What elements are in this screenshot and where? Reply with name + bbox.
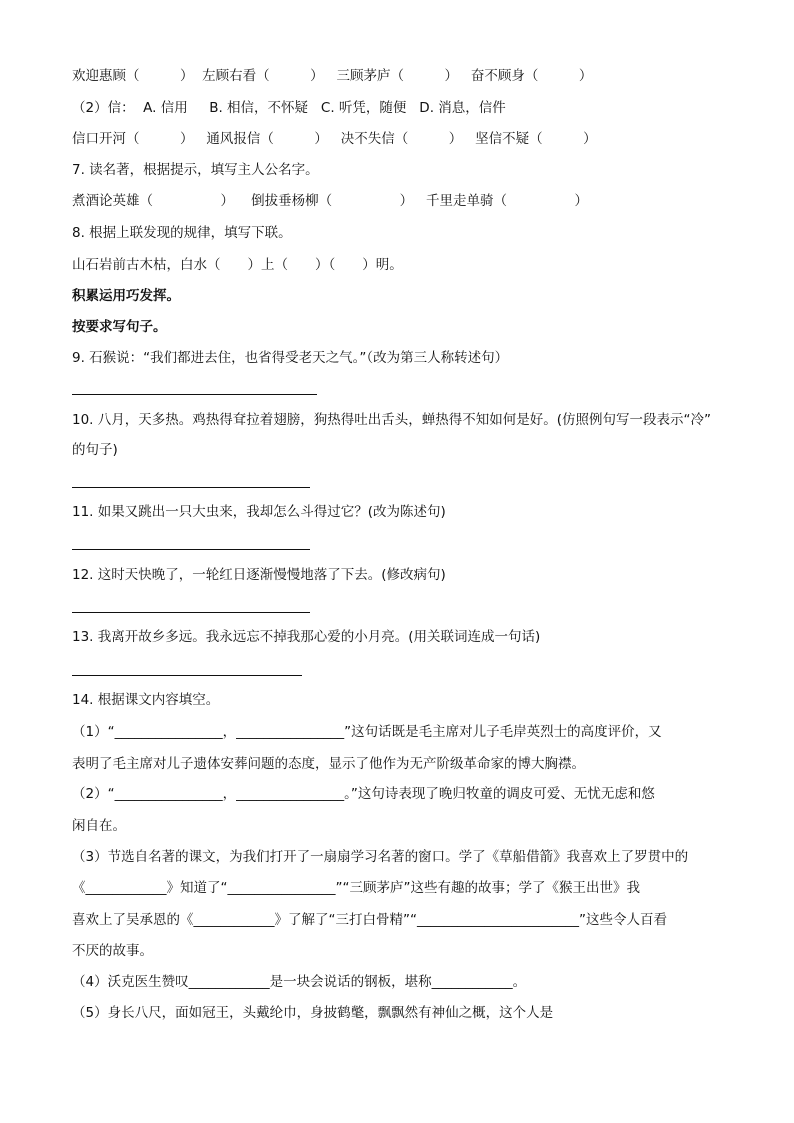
text-line: （1）“________________，________________”这句话既是毛主席对儿子毛岸英烈士的高度评价，又	[72, 724, 662, 740]
text-line: 不厌的故事。	[72, 943, 153, 959]
text-line: （5）身长八尺，面如冠王，头戴纶巾，身披鹤氅，飘飘然有神仙之概，这个人是	[72, 1005, 554, 1021]
text-line: 信口开河（ ） 通风报信（ ） 决不失信（ ） 坚信不疑（ ）	[72, 131, 597, 147]
question-10-cont: 的句子)	[72, 442, 118, 458]
answer-line	[72, 612, 310, 613]
answer-line	[72, 487, 310, 488]
text-line: 《____________》知道了“________________”“三顾茅庐”这些有趣的故事；学了《猴王出世》我	[72, 880, 640, 896]
question-10: 10. 八月，天多热。鸡热得耷拉着翅膀，狗热得吐出舌头，蝉热得不知如何是好。(仿照例句写一段表示“冷”	[72, 412, 712, 428]
question-13: 13. 我离开故乡多远。我永远忘不掉我那心爱的小月亮。(用关联词连成一句话)	[72, 629, 541, 645]
text-line: （2）信： A. 信用 B. 相信，不怀疑 C. 听凭，随便 D. 消息，信件	[72, 100, 506, 116]
text-line: 欢迎惠顾（ ） 左顾右看（ ） 三顾茅庐（ ） 奋不顾身（ ）	[72, 68, 593, 84]
section-heading: 积累运用巧发挥。	[72, 288, 180, 304]
text-line: （2）“________________，________________。”这句诗表现了晚归牧童的调皮可爱、无忧无虑和悠	[72, 786, 655, 802]
text-line: 煮酒论英雄（ ） 倒拔垂杨柳（ ） 千里走单骑（ ）	[72, 193, 589, 209]
text-line: 喜欢上了吴承恩的《____________》了解了“三打白骨精”“________________________”这些令人百看	[72, 912, 667, 928]
question-11: 11. 如果又跳出一只大虫来，我却怎么斗得过它？(改为陈述句)	[72, 504, 446, 520]
section-subheading: 按要求写句子。	[72, 319, 167, 335]
question-12: 12. 这时天快晚了，一轮红日逐渐慢慢地落了下去。(修改病句)	[72, 567, 446, 583]
answer-line	[72, 675, 302, 676]
text-line: （3）节选自名著的课文，为我们打开了一扇扇学习名著的窗口。学了《草船借箭》我喜欢上了罗贯中的	[72, 849, 689, 865]
answer-line	[72, 394, 317, 395]
question-14: 14. 根据课文内容填空。	[72, 692, 220, 708]
text-line: （4）沃克医生赞叹____________是一块会说话的钢板，堪称____________。	[72, 974, 527, 990]
question-9: 9. 石猴说：“我们都进去住，也省得受老天之气。”（改为第三人称转述句）	[72, 350, 509, 366]
text-line: 闲自在。	[72, 818, 126, 834]
question-8-title: 8. 根据上联发现的规律，填写下联。	[72, 225, 292, 241]
text-line: 山石岩前古木枯，白水（ ）上（ ）（ ）明。	[72, 257, 403, 273]
text-line: 表明了毛主席对儿子遗体安葬问题的态度，显示了他作为无产阶级革命家的博大胸襟。	[72, 756, 585, 772]
answer-line	[72, 549, 310, 550]
question-7-title: 7. 读名著，根据提示，填写主人公名字。	[72, 162, 319, 178]
